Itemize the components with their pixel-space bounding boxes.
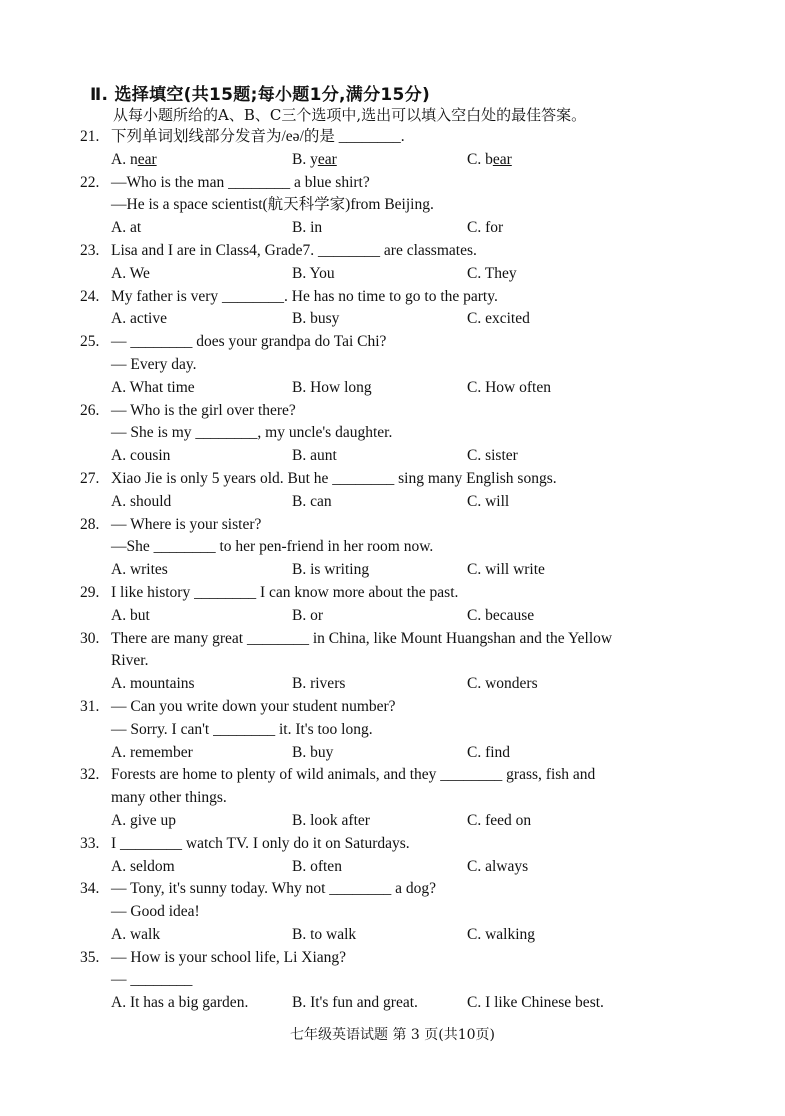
option-a [111, 217, 141, 240]
question-text: — ________ does your grandpa do Tai Chi? [111, 333, 387, 351]
option-label: B. [292, 857, 311, 875]
answer-options [80, 924, 700, 947]
option-text: It has a big garden. [129, 994, 249, 1012]
option-text: cousin [129, 447, 171, 465]
option-text: sister [485, 447, 518, 465]
option-label: B. [292, 447, 311, 465]
option-text: or [310, 606, 324, 624]
option-text: It's fun and great. [310, 994, 418, 1012]
question-stem [80, 764, 700, 787]
answer-options [80, 149, 700, 172]
option-label: B. [292, 675, 311, 693]
question-stem [80, 468, 700, 491]
option-label: A. [111, 675, 130, 693]
option-text: buy [310, 743, 334, 761]
question-line [80, 650, 700, 673]
question-item [80, 514, 700, 582]
option-a [111, 149, 157, 172]
question-number: 27. [80, 469, 100, 487]
option-text: always [485, 857, 529, 875]
question-item [80, 286, 700, 332]
question-number: 32. [80, 766, 100, 784]
question-number: 33. [80, 834, 100, 852]
question-stem [80, 240, 700, 263]
option-label: A. [111, 150, 130, 168]
option-label: A. [111, 606, 130, 624]
option-text: wonders [485, 675, 538, 693]
option-label: C. [467, 994, 486, 1012]
option-c [467, 263, 517, 286]
option-label: B. [292, 378, 311, 396]
option-b [292, 673, 345, 696]
option-text: look after [310, 811, 370, 829]
answer-options [80, 377, 700, 400]
option-text: often [310, 857, 342, 875]
option-label: A. [111, 857, 130, 875]
question-item [80, 468, 700, 514]
option-c [467, 217, 503, 240]
question-item [80, 400, 700, 468]
option-text: in [310, 219, 323, 237]
question-text: — Every day. [111, 355, 197, 373]
option-a [111, 605, 150, 628]
option-label: A. [111, 310, 130, 328]
option-a [111, 491, 171, 514]
option-label: B. [292, 925, 311, 943]
question-text: — Where is your sister? [111, 515, 262, 533]
question-number: 22. [80, 173, 100, 191]
option-text: What time [129, 378, 195, 396]
option-b [292, 992, 418, 1015]
option-label: B. [292, 811, 311, 829]
option-c [467, 559, 545, 582]
option-a [111, 308, 167, 331]
option-text: rivers [310, 675, 346, 693]
option-label: C. [467, 310, 486, 328]
option-c [467, 924, 535, 947]
option-label: B. [292, 743, 311, 761]
option-text: because [485, 606, 535, 624]
option-b [292, 217, 322, 240]
option-a [111, 673, 195, 696]
answer-options [80, 856, 700, 879]
question-line [80, 901, 700, 924]
question-stem [80, 947, 700, 970]
option-text: to walk [310, 925, 357, 943]
question-stem [80, 126, 700, 149]
question-number: 24. [80, 287, 100, 305]
question-stem [80, 400, 700, 423]
option-label: C. [467, 561, 486, 579]
option-b [292, 605, 323, 628]
option-label: B. [292, 219, 311, 237]
option-a [111, 856, 175, 879]
option-c [467, 605, 534, 628]
section-title: Ⅱ. 选择填空(共15题;每小题1分,满分15分) [90, 85, 431, 105]
question-stem [80, 172, 700, 195]
option-label: C. [467, 811, 486, 829]
option-text: active [129, 310, 167, 328]
question-text: — ________ [111, 971, 193, 989]
question-line [80, 194, 700, 217]
question-text: —Who is the man ________ a blue shirt? [111, 173, 370, 191]
option-a [111, 742, 193, 765]
option-label: C. [467, 492, 486, 510]
question-number: 34. [80, 880, 100, 898]
answer-options [80, 673, 700, 696]
question-item [80, 833, 700, 879]
option-c [467, 308, 530, 331]
question-list [80, 126, 700, 1015]
option-c [467, 810, 531, 833]
question-item [80, 696, 700, 764]
option-a [111, 445, 170, 468]
option-label: B. [292, 150, 311, 168]
question-line [80, 969, 700, 992]
question-line [80, 354, 700, 377]
question-number: 23. [80, 241, 100, 259]
option-b [292, 856, 342, 879]
question-text: My father is very ________. He has no time to go to the party. [111, 287, 498, 305]
option-c [467, 149, 512, 172]
option-label: A. [111, 925, 130, 943]
question-number: 29. [80, 583, 100, 601]
option-label: B. [292, 994, 311, 1012]
option-a [111, 559, 168, 582]
option-label: A. [111, 447, 130, 465]
answer-options [80, 491, 700, 514]
question-item [80, 764, 700, 832]
question-line [80, 719, 700, 742]
section-instruction: 从每小题所给的A、B、C三个选项中,选出可以填入空白处的最佳答案。 [113, 106, 587, 124]
option-label: C. [467, 743, 486, 761]
option-text: for [485, 219, 504, 237]
question-text: Forests are home to plenty of wild animals, and they ________ grass, fish and [111, 766, 596, 784]
question-line [80, 422, 700, 445]
option-label: A. [111, 492, 130, 510]
option-text: aunt [310, 447, 337, 465]
option-text: walking [485, 925, 536, 943]
option-label: C. [467, 606, 486, 624]
option-text: at [129, 219, 142, 237]
question-text: — She is my ________, my uncle's daughter. [111, 424, 393, 442]
option-c [467, 673, 538, 696]
option-text: but [129, 606, 150, 624]
question-number: 30. [80, 629, 100, 647]
option-label: A. [111, 378, 130, 396]
question-text: Xiao Jie is only 5 years old. But he ________ sing many English songs. [111, 469, 557, 487]
question-item [80, 172, 700, 240]
question-item [80, 947, 700, 1015]
option-label: A. [111, 994, 130, 1012]
option-label: C. [467, 219, 486, 237]
option-b [292, 149, 337, 172]
option-label: C. [467, 150, 486, 168]
option-c [467, 856, 528, 879]
question-item [80, 878, 700, 946]
question-number: 28. [80, 515, 100, 533]
question-item [80, 628, 700, 696]
answer-options [80, 263, 700, 286]
option-text: writes [129, 561, 168, 579]
question-text: — How is your school life, Li Xiang? [111, 948, 347, 966]
question-item [80, 240, 700, 286]
option-c [467, 742, 510, 765]
option-text: find [485, 743, 511, 761]
page-footer: 七年级英语试题 第 3 页(共10页) [290, 1027, 495, 1043]
option-c [467, 491, 509, 514]
answer-options [80, 810, 700, 833]
option-word-start: n [129, 150, 138, 168]
question-text: 下列单词划线部分发音为/eə/的是 ________. [111, 128, 405, 145]
option-text: excited [485, 310, 530, 328]
question-text: I like history ________ I can know more about the past. [111, 583, 459, 601]
question-stem [80, 628, 700, 651]
option-label: B. [292, 492, 311, 510]
question-text: I ________ watch TV. I only do it on Saturdays. [111, 834, 410, 852]
option-b [292, 445, 337, 468]
option-label: C. [467, 447, 486, 465]
question-text: River. [111, 652, 149, 670]
option-underlined-letters: ear [492, 150, 512, 168]
option-text: busy [310, 310, 340, 328]
option-a [111, 810, 176, 833]
option-text: can [310, 492, 332, 510]
option-label: A. [111, 561, 130, 579]
question-number: 25. [80, 333, 100, 351]
option-label: C. [467, 675, 486, 693]
option-text: feed on [485, 811, 532, 829]
question-item [80, 331, 700, 399]
question-text: — Good idea! [111, 903, 200, 921]
option-text: give up [129, 811, 177, 829]
option-underlined-letters: ear [317, 150, 337, 168]
question-text: There are many great ________ in China, like Mount Huangshan and the Yellow [111, 629, 613, 647]
question-line [80, 787, 700, 810]
question-text: — Who is the girl over there? [111, 401, 296, 419]
answer-options [80, 308, 700, 331]
option-text: I like Chinese best. [485, 994, 604, 1012]
option-text: walk [129, 925, 161, 943]
option-text: will [485, 492, 510, 510]
option-text: We [129, 264, 150, 282]
option-label: B. [292, 264, 310, 282]
option-label: B. [292, 606, 311, 624]
question-number: 35. [80, 948, 100, 966]
answer-options [80, 445, 700, 468]
option-word-start: y [310, 150, 318, 168]
option-text: will write [485, 561, 545, 579]
option-label: A. [111, 264, 130, 282]
question-number: 21. [80, 128, 100, 145]
option-a [111, 377, 195, 400]
option-label: A. [111, 219, 130, 237]
question-stem [80, 514, 700, 537]
question-stem [80, 286, 700, 309]
question-stem [80, 331, 700, 354]
option-text: How often [485, 378, 551, 396]
option-text: remember [129, 743, 193, 761]
option-a [111, 263, 150, 286]
question-number: 26. [80, 401, 100, 419]
option-text: You [309, 264, 335, 282]
question-number: 31. [80, 697, 100, 715]
option-text: How long [310, 378, 372, 396]
option-label: C. [467, 264, 485, 282]
option-label: C. [467, 857, 486, 875]
option-label: A. [111, 743, 130, 761]
question-text: Lisa and I are in Class4, Grade7. ________ are classmates. [111, 241, 477, 259]
option-a [111, 924, 160, 947]
option-text: They [484, 264, 517, 282]
question-text: — Tony, it's sunny today. Why not ________ a dog? [111, 880, 437, 898]
option-word-start: b [485, 150, 493, 168]
option-c [467, 445, 518, 468]
option-text: seldom [129, 857, 175, 875]
option-c [467, 377, 551, 400]
option-text: should [129, 492, 172, 510]
answer-options [80, 217, 700, 240]
question-item [80, 582, 700, 628]
option-b [292, 308, 339, 331]
question-line [80, 536, 700, 559]
option-label: C. [467, 925, 486, 943]
question-stem [80, 582, 700, 605]
answer-options [80, 605, 700, 628]
option-label: C. [467, 378, 486, 396]
question-stem [80, 833, 700, 856]
question-text: many other things. [111, 789, 227, 807]
answer-options [80, 559, 700, 582]
answer-options [80, 992, 700, 1015]
option-label: B. [292, 561, 311, 579]
option-text: mountains [129, 675, 195, 693]
option-text: is writing [310, 561, 370, 579]
option-underlined-letters: ear [137, 150, 157, 168]
option-b [292, 924, 356, 947]
option-b [292, 742, 333, 765]
option-b [292, 810, 370, 833]
answer-options [80, 742, 700, 765]
option-label: B. [292, 310, 311, 328]
option-b [292, 263, 335, 286]
option-label: A. [111, 811, 130, 829]
option-a [111, 992, 248, 1015]
option-b [292, 491, 332, 514]
question-stem [80, 878, 700, 901]
option-b [292, 377, 372, 400]
question-stem [80, 696, 700, 719]
question-text: — Can you write down your student number? [111, 697, 396, 715]
question-text: —She ________ to her pen-friend in her room now. [111, 538, 434, 556]
option-b [292, 559, 369, 582]
option-c [467, 992, 604, 1015]
question-text: — Sorry. I can't ________ it. It's too long. [111, 720, 373, 738]
question-item [80, 126, 700, 172]
question-text: —He is a space scientist(航天科学家)from Beijing. [111, 196, 434, 214]
